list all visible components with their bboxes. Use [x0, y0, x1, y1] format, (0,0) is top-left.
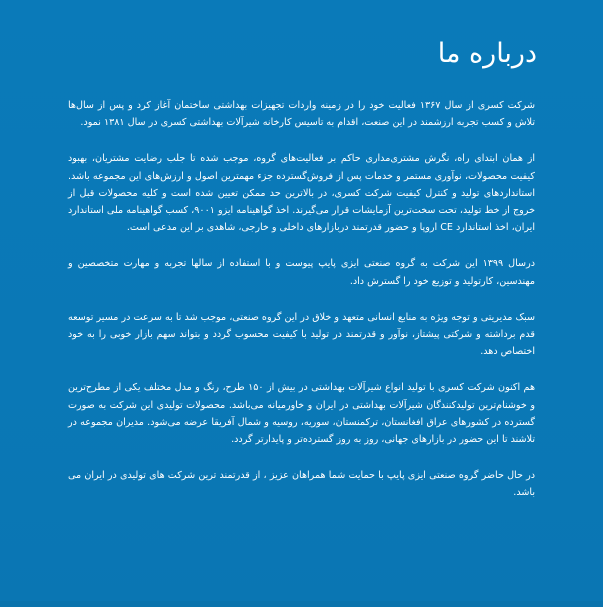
- paragraph-quality: از همان ابتدای راه، نگرش مشتری‌مداری حاکم بر فعالیت‌های گروه، موجب شده تا جلب رضایت مشتریان، بهبود کیفیت محصولات، نوآوری مستمر و خدمات پس از فروش‌گسترده جزء مهمترین اصول و ارزش‌های این مجموعه باشد. استانداردهای تولید و کنترل کیفیت شرکت کسری، در بالاترین حد ممکن تعیین شده است و کلیه محصولات قبل از خروج از خط تولید، تحت سخت‌ترین آزمایشات قرار می‌گیرند. اخذ گواهینامه ایزو ۹۰۰۱، کسب گواهینامه ملی استاندارد ایران، اخذ استاندارد CE اروپا و حضور قدرتمند دربازارهای داخلی و خارجی، شاهدی بر این مدعی است.: [68, 153, 536, 234]
- bottom-divider: [0, 601, 603, 607]
- paragraph-management: سبک مدیریتی و توجه ویژه به منابع انسانی متعهد و خلاق در این گروه صنعتی، موجب شد تا به سرعت در مسیر توسعه قدم برداشته و شرکتی پیشتاز، نوآور و قدرتمند در تولید با کیفیت محسوب گردد و بتواند سهم بازار خوبی را به خود اختصاص دهد.: [68, 311, 535, 358]
- paragraph-closing: در حال حاضر گروه صنعتی ایزی پایپ با حمایت شما همراهان عزیز ، از قدرتمند ترین شرکت های تولیدی در ایران می باشد.: [68, 470, 535, 499]
- page-title: درباره ما: [437, 38, 537, 69]
- paragraph-merger: درسال ۱۳۹۹ این شرکت به گروه صنعتی ایزی پایپ پیوست و با استفاده از سالها تجربه و مهارت متخصصین و مهندسین، کارتولید و توزیع خود را گسترش داد.: [68, 258, 535, 287]
- about-us-body: [68, 97, 535, 521]
- paragraph-history: شرکت کسری از سال ۱۳۶۷ فعالیت خود را در زمینه واردات تجهیزات بهداشتی ساختمان آغاز کرد و پس از سال‌ها تلاش و کسب تجربه ارزشمند در این صنعت، اقدام به تاسیس کارخانه شیرآلات بهداشتی کسری در سال ۱۳۸۱ نمود.: [68, 100, 535, 129]
- paragraph-products: هم اکنون شرکت کسری با تولید انواع شیرآلات بهداشتی در بیش از ۱۵۰ طرح، رنگ و مدل مختلف یکی از مطرح‌ترین و خوشنام‌ترین تولیدکنندگان شیرآلات بهداشتی در ایران و خاورمیانه می‌باشد. محصولات تولیدی این شرکت به صورت گسترده در کشورهای عراق افغانستان، ترکمنستان، سوریه، روسیه و شمال آفریقا عرضه می‌شود. مدیران مجموعه در تلاشند تا این حضور در بازارهای جهانی، روز به روز گسترده‌تر و پایدارتر گردد.: [68, 382, 536, 446]
